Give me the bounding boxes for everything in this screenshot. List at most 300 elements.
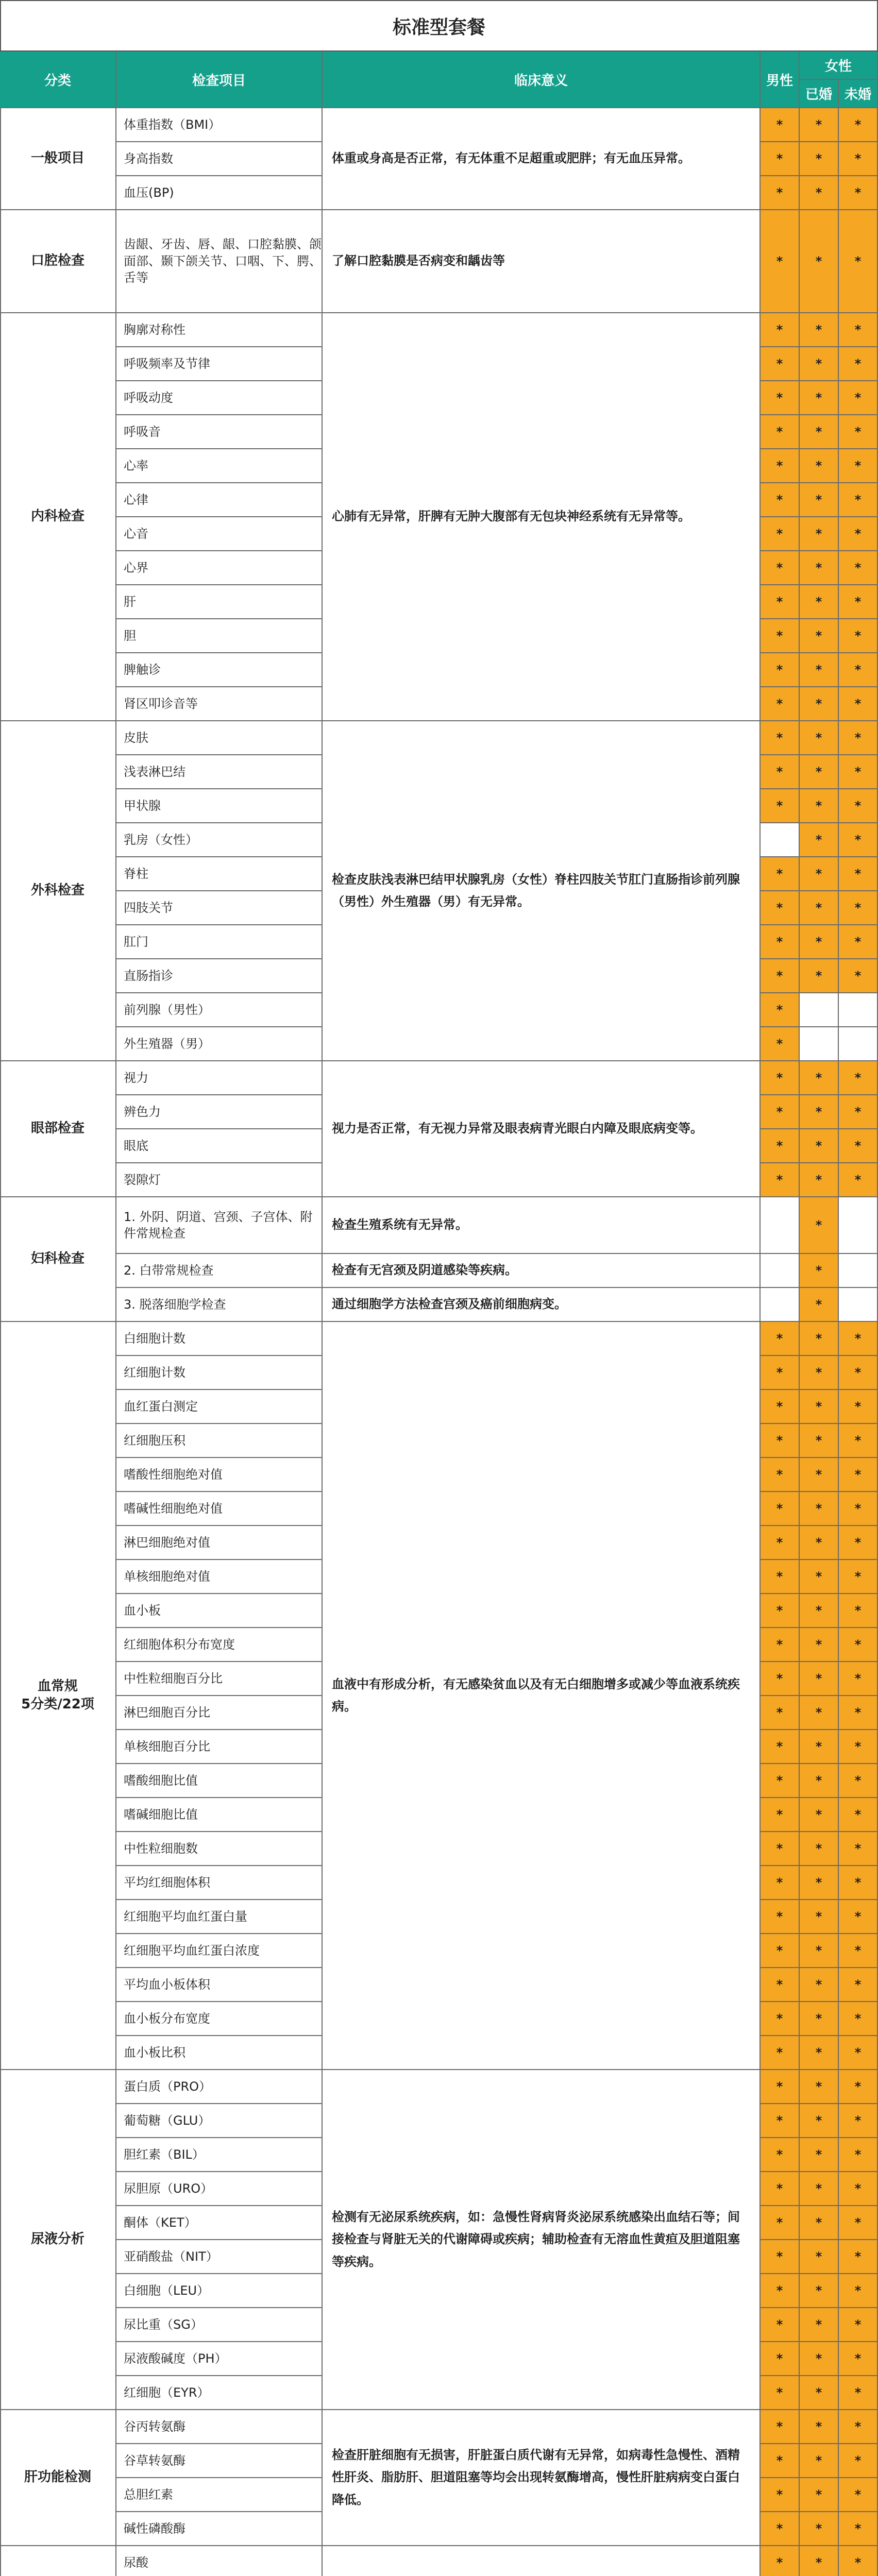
mark-unmarried: * [839, 2274, 878, 2308]
mark-male: * [761, 993, 800, 1027]
mark-unmarried: * [839, 2546, 878, 2576]
item-cell: 嗜碱性细胞绝对值 [116, 1492, 323, 1526]
mark-unmarried: * [839, 313, 878, 347]
mark-unmarried: * [839, 1934, 878, 1968]
item-cell: 齿龈、牙齿、唇、龈、口腔黏膜、颌面部、颞下颌关节、口咽、下、腭、舌等 [116, 210, 323, 313]
item-cell: 辨色力 [116, 1095, 323, 1129]
mark-unmarried: * [839, 2002, 878, 2036]
mark-unmarried: * [839, 2070, 878, 2104]
mark-married: * [800, 142, 839, 176]
mark-married: * [800, 415, 839, 449]
mark-unmarried: * [839, 1129, 878, 1163]
mark-married: * [800, 1197, 839, 1254]
mark-male: * [761, 1696, 800, 1730]
mark-male: * [761, 789, 800, 823]
mark-male: * [761, 1798, 800, 1832]
item-cell: 淋巴细胞绝对值 [116, 1526, 323, 1560]
item-cell: 肾区叩诊音等 [116, 687, 323, 721]
item-cell: 心率 [116, 449, 323, 483]
item-cell: 眼底 [116, 1129, 323, 1163]
mark-male: * [761, 1356, 800, 1390]
category-cell: 血常规 5分类/22项 [0, 1322, 116, 2070]
mark-male: * [761, 347, 800, 381]
mark-male: * [761, 1061, 800, 1095]
mark-male: * [761, 2070, 800, 2104]
mark-unmarried: * [839, 925, 878, 959]
header-item: 检查项目 [116, 52, 323, 108]
mark-unmarried: * [839, 1594, 878, 1628]
mark-unmarried: * [839, 755, 878, 789]
mark-unmarried: * [839, 2138, 878, 2172]
category-cell: 外科检查 [0, 721, 116, 1061]
item-cell: 直肠指诊 [116, 959, 323, 993]
item-cell: 血压(BP) [116, 176, 323, 210]
mark-male: * [761, 1730, 800, 1764]
item-cell: 红细胞压积 [116, 1424, 323, 1458]
mark-unmarried: * [839, 2308, 878, 2342]
item-cell: 尿酸 [116, 2546, 323, 2576]
mark-unmarried: * [839, 1163, 878, 1197]
mark-male: * [761, 2172, 800, 2206]
item-cell: 碱性磷酸酶 [116, 2512, 323, 2546]
item-cell: 前列腺（男性） [116, 993, 323, 1027]
mark-married: * [800, 2172, 839, 2206]
item-cell: 白细胞（LEU） [116, 2274, 323, 2308]
mark-unmarried: * [839, 2410, 878, 2444]
mark-male: * [761, 1458, 800, 1492]
mark-married: * [800, 1129, 839, 1163]
category-cell: 肝功能检测 [0, 2410, 116, 2546]
item-cell: 谷草转氨酶 [116, 2444, 323, 2478]
category-cell: 尿液分析 [0, 2070, 116, 2410]
mark-male: * [761, 142, 800, 176]
mark-male: * [761, 585, 800, 619]
mark-unmarried: * [839, 2342, 878, 2376]
mark-unmarried: * [839, 585, 878, 619]
meaning-cell: 了解口腔黏膜是否病变和龋齿等 [323, 210, 761, 313]
item-cell: 尿比重（SG） [116, 2308, 323, 2342]
item-cell: 外生殖器（男） [116, 1027, 323, 1061]
item-cell: 酮体（KET） [116, 2206, 323, 2240]
item-cell: 中性粒细胞数 [116, 1832, 323, 1866]
mark-married: * [800, 2512, 839, 2546]
header-female: 女性 [800, 52, 878, 80]
mark-married: * [800, 1163, 839, 1197]
mark-unmarried: * [839, 2036, 878, 2070]
mark-married: * [800, 1696, 839, 1730]
mark-male: * [761, 959, 800, 993]
meaning-cell [323, 2546, 761, 2576]
mark-unmarried: * [839, 1764, 878, 1798]
item-cell: 体重指数（BMI） [116, 108, 323, 142]
category-cell: 内科检查 [0, 313, 116, 721]
mark-unmarried: * [839, 857, 878, 891]
category-cell: 口腔检查 [0, 210, 116, 313]
mark-married: * [800, 1798, 839, 1832]
mark-unmarried: * [839, 1968, 878, 2002]
mark-male: * [761, 1832, 800, 1866]
mark-male: * [761, 1129, 800, 1163]
mark-married: * [800, 891, 839, 925]
item-cell: 白细胞计数 [116, 1322, 323, 1356]
item-cell: 皮肤 [116, 721, 323, 755]
mark-unmarried: * [839, 1492, 878, 1526]
mark-male: * [761, 857, 800, 891]
header-meaning: 临床意义 [323, 52, 761, 108]
header-male: 男性 [761, 52, 800, 108]
item-cell: 乳房（女性） [116, 823, 323, 857]
mark-male: * [761, 2376, 800, 2410]
mark-married: * [800, 1968, 839, 2002]
item-cell: 血小板分布宽度 [116, 2002, 323, 2036]
item-cell: 心界 [116, 551, 323, 585]
mark-married: * [800, 619, 839, 653]
mark-unmarried: * [839, 1696, 878, 1730]
item-cell: 红细胞平均血红蛋白量 [116, 1900, 323, 1934]
mark-married: * [800, 1356, 839, 1390]
mark-male: * [761, 415, 800, 449]
mark-unmarried: * [839, 619, 878, 653]
mark-married: * [800, 1934, 839, 1968]
mark-married [800, 1027, 839, 1061]
mark-male: * [761, 1764, 800, 1798]
mark-married: * [800, 1900, 839, 1934]
mark-married: * [800, 755, 839, 789]
mark-married: * [800, 2002, 839, 2036]
mark-male: * [761, 619, 800, 653]
mark-unmarried: * [839, 1061, 878, 1095]
page-title: 标准型套餐 [0, 0, 878, 52]
mark-male: * [761, 1628, 800, 1662]
mark-unmarried: * [839, 347, 878, 381]
item-cell: 红细胞体积分布宽度 [116, 1628, 323, 1662]
mark-unmarried: * [839, 2206, 878, 2240]
mark-unmarried: * [839, 176, 878, 210]
mark-married: * [800, 483, 839, 517]
item-cell: 胆 [116, 619, 323, 653]
mark-unmarried: * [839, 1730, 878, 1764]
mark-male: * [761, 755, 800, 789]
item-cell: 肝 [116, 585, 323, 619]
mark-unmarried: * [839, 687, 878, 721]
category-cell: 妇科检查 [0, 1197, 116, 1322]
mark-unmarried: * [839, 483, 878, 517]
mark-married: * [800, 347, 839, 381]
category-cell [0, 2546, 116, 2576]
item-cell: 心音 [116, 517, 323, 551]
item-cell: 身高指数 [116, 142, 323, 176]
mark-married: * [800, 2376, 839, 2410]
mark-married: * [800, 2104, 839, 2138]
mark-unmarried [839, 1254, 878, 1288]
item-cell: 葡萄糖（GLU） [116, 2104, 323, 2138]
meaning-cell: 检查肝脏细胞有无损害，肝脏蛋白质代谢有无异常，如病毒性急慢性、酒精性肝炎、脂肪肝、胆道阻塞等均会出现转氨酶增高，慢性肝脏病病变白蛋白降低。 [323, 2410, 761, 2546]
mark-male: * [761, 891, 800, 925]
item-cell: 红细胞平均血红蛋白浓度 [116, 1934, 323, 1968]
mark-unmarried: * [839, 2240, 878, 2274]
mark-married: * [800, 381, 839, 415]
mark-married: * [800, 2206, 839, 2240]
mark-married: * [800, 1594, 839, 1628]
mark-married: * [800, 2036, 839, 2070]
mark-unmarried: * [839, 1322, 878, 1356]
mark-unmarried: * [839, 1424, 878, 1458]
mark-married: * [800, 2444, 839, 2478]
mark-married: * [800, 176, 839, 210]
mark-unmarried: * [839, 1526, 878, 1560]
mark-married: * [800, 1288, 839, 1322]
mark-married: * [800, 1322, 839, 1356]
category-cell: 眼部检查 [0, 1061, 116, 1197]
item-cell: 心律 [116, 483, 323, 517]
item-cell: 平均红细胞体积 [116, 1866, 323, 1900]
mark-unmarried: * [839, 2172, 878, 2206]
mark-male: * [761, 2240, 800, 2274]
item-cell: 甲状腺 [116, 789, 323, 823]
mark-married: * [800, 925, 839, 959]
mark-unmarried: * [839, 1458, 878, 1492]
mark-male [761, 1254, 800, 1288]
header-married: 已婚 [800, 80, 839, 108]
meaning-cell: 检查生殖系统有无异常。 [323, 1197, 761, 1254]
mark-married [800, 993, 839, 1027]
mark-unmarried: * [839, 1628, 878, 1662]
item-cell: 胆红素（BIL） [116, 2138, 323, 2172]
mark-male: * [761, 1560, 800, 1594]
mark-male: * [761, 2512, 800, 2546]
item-cell: 平均血小板体积 [116, 1968, 323, 2002]
item-cell: 呼吸音 [116, 415, 323, 449]
mark-male: * [761, 2036, 800, 2070]
mark-unmarried: * [839, 415, 878, 449]
mark-male: * [761, 2444, 800, 2478]
mark-unmarried: * [839, 653, 878, 687]
mark-unmarried: * [839, 1662, 878, 1696]
mark-married: * [800, 2342, 839, 2376]
mark-unmarried: * [839, 210, 878, 313]
mark-unmarried [839, 1197, 878, 1254]
mark-male: * [761, 176, 800, 210]
mark-married: * [800, 959, 839, 993]
category-cell: 一般项目 [0, 108, 116, 210]
mark-married: * [800, 2478, 839, 2512]
item-cell: 浅表淋巴结 [116, 755, 323, 789]
mark-married: * [800, 653, 839, 687]
mark-male: * [761, 2274, 800, 2308]
mark-male: * [761, 1594, 800, 1628]
mark-male: * [761, 1934, 800, 1968]
meaning-cell: 检查皮肤浅表淋巴结甲状腺乳房（女性）脊柱四肢关节肛门直肠指诊前列腺（男性）外生殖器（男）有无异常。 [323, 721, 761, 1061]
meaning-cell: 体重或身高是否正常，有无体重不足超重或肥胖；有无血压异常。 [323, 108, 761, 210]
meaning-cell: 检测有无泌尿系统疾病，如：急慢性肾病肾炎泌尿系统感染出血结石等；间接检查与肾脏无关的代谢障碍或疾病；辅助检查有无溶血性黄疸及胆道阻塞等疾病。 [323, 2070, 761, 2410]
mark-male: * [761, 1900, 800, 1934]
mark-unmarried [839, 1027, 878, 1061]
mark-unmarried: * [839, 449, 878, 483]
item-cell: 嗜酸性细胞绝对值 [116, 1458, 323, 1492]
mark-male: * [761, 1163, 800, 1197]
mark-unmarried: * [839, 1560, 878, 1594]
mark-male: * [761, 1095, 800, 1129]
mark-male: * [761, 2002, 800, 2036]
mark-unmarried: * [839, 517, 878, 551]
item-cell: 胸廓对称性 [116, 313, 323, 347]
item-cell: 1. 外阴、阴道、宫颈、子宫体、附件常规检查 [116, 1197, 323, 1254]
mark-married: * [800, 2138, 839, 2172]
mark-married: * [800, 1764, 839, 1798]
mark-male: * [761, 1322, 800, 1356]
mark-unmarried [839, 993, 878, 1027]
mark-male: * [761, 1027, 800, 1061]
meaning-cell: 视力是否正常，有无视力异常及眼表病青光眼白内障及眼底病变等。 [323, 1061, 761, 1197]
mark-married: * [800, 1254, 839, 1288]
mark-unmarried: * [839, 789, 878, 823]
mark-unmarried: * [839, 721, 878, 755]
mark-married: * [800, 1832, 839, 1866]
header-unmarried: 未婚 [839, 80, 878, 108]
mark-male: * [761, 1492, 800, 1526]
mark-male: * [761, 483, 800, 517]
mark-married: * [800, 1458, 839, 1492]
mark-male: * [761, 2104, 800, 2138]
item-cell: 血小板比积 [116, 2036, 323, 2070]
mark-male: * [761, 1424, 800, 1458]
mark-male: * [761, 1662, 800, 1696]
mark-male: * [761, 551, 800, 585]
mark-married: * [800, 2546, 839, 2576]
mark-married: * [800, 1560, 839, 1594]
mark-male: * [761, 313, 800, 347]
mark-married: * [800, 551, 839, 585]
mark-married: * [800, 789, 839, 823]
item-cell: 亚硝酸盐（NIT） [116, 2240, 323, 2274]
mark-unmarried: * [839, 2512, 878, 2546]
item-cell: 血小板 [116, 1594, 323, 1628]
mark-married: * [800, 1730, 839, 1764]
item-cell: 蛋白质（PRO） [116, 2070, 323, 2104]
mark-unmarried: * [839, 1390, 878, 1424]
mark-unmarried: * [839, 2478, 878, 2512]
item-cell: 血红蛋白测定 [116, 1390, 323, 1424]
item-cell: 嗜酸细胞比值 [116, 1764, 323, 1798]
meaning-cell: 通过细胞学方法检查宫颈及癌前细胞病变。 [323, 1288, 761, 1322]
mark-married: * [800, 2070, 839, 2104]
meaning-cell: 血液中有形成分析，有无感染贫血以及有无白细胞增多或减少等血液系统疾病。 [323, 1322, 761, 2070]
item-cell: 2. 白带常规检查 [116, 1254, 323, 1288]
mark-married: * [800, 1628, 839, 1662]
mark-unmarried: * [839, 891, 878, 925]
mark-unmarried: * [839, 1900, 878, 1934]
mark-married: * [800, 1662, 839, 1696]
mark-male: * [761, 687, 800, 721]
mark-unmarried: * [839, 1832, 878, 1866]
mark-male: * [761, 1526, 800, 1560]
mark-unmarried: * [839, 1866, 878, 1900]
mark-unmarried [839, 1288, 878, 1322]
header-category: 分类 [0, 52, 116, 108]
item-cell: 总胆红素 [116, 2478, 323, 2512]
item-cell: 四肢关节 [116, 891, 323, 925]
mark-married: * [800, 210, 839, 313]
meaning-cell: 检查有无宫颈及阴道感染等疾病。 [323, 1254, 761, 1288]
item-cell: 呼吸频率及节律 [116, 347, 323, 381]
item-cell: 中性粒细胞百分比 [116, 1662, 323, 1696]
item-cell: 红细胞（EYR） [116, 2376, 323, 2410]
item-cell: 尿液酸碱度（PH） [116, 2342, 323, 2376]
mark-married: * [800, 2308, 839, 2342]
mark-male: * [761, 2478, 800, 2512]
item-cell: 单核细胞绝对值 [116, 1560, 323, 1594]
item-cell: 尿胆原（URO） [116, 2172, 323, 2206]
item-cell: 脊柱 [116, 857, 323, 891]
mark-male: * [761, 517, 800, 551]
mark-married: * [800, 1061, 839, 1095]
item-cell: 裂隙灯 [116, 1163, 323, 1197]
mark-male: * [761, 653, 800, 687]
mark-married: * [800, 585, 839, 619]
mark-male: * [761, 381, 800, 415]
item-cell: 红细胞计数 [116, 1356, 323, 1390]
mark-married: * [800, 517, 839, 551]
mark-male: * [761, 449, 800, 483]
mark-unmarried: * [839, 381, 878, 415]
mark-unmarried: * [839, 108, 878, 142]
mark-male: * [761, 1390, 800, 1424]
item-cell: 视力 [116, 1061, 323, 1095]
mark-male: * [761, 108, 800, 142]
mark-unmarried: * [839, 2376, 878, 2410]
mark-married: * [800, 721, 839, 755]
item-cell: 脾触诊 [116, 653, 323, 687]
mark-married: * [800, 449, 839, 483]
mark-male: * [761, 925, 800, 959]
mark-male: * [761, 2546, 800, 2576]
mark-male [761, 1288, 800, 1322]
mark-male: * [761, 2206, 800, 2240]
mark-married: * [800, 1492, 839, 1526]
mark-unmarried: * [839, 959, 878, 993]
item-cell: 谷丙转氨酶 [116, 2410, 323, 2444]
mark-unmarried: * [839, 1798, 878, 1832]
item-cell: 肛门 [116, 925, 323, 959]
mark-married: * [800, 2274, 839, 2308]
mark-unmarried: * [839, 2444, 878, 2478]
item-cell: 3. 脱落细胞学检查 [116, 1288, 323, 1322]
mark-married: * [800, 1866, 839, 1900]
mark-unmarried: * [839, 823, 878, 857]
mark-unmarried: * [839, 1356, 878, 1390]
mark-male: * [761, 1968, 800, 2002]
mark-male: * [761, 2410, 800, 2444]
mark-married: * [800, 108, 839, 142]
item-cell: 嗜碱细胞比值 [116, 1798, 323, 1832]
mark-male: * [761, 721, 800, 755]
meaning-cell: 心肺有无异常，肝脾有无肿大腹部有无包块神经系统有无异常等。 [323, 313, 761, 721]
item-cell: 呼吸动度 [116, 381, 323, 415]
item-cell: 淋巴细胞百分比 [116, 1696, 323, 1730]
mark-married: * [800, 857, 839, 891]
mark-married: * [800, 1526, 839, 1560]
mark-male: * [761, 210, 800, 313]
mark-married: * [800, 1095, 839, 1129]
mark-married: * [800, 2410, 839, 2444]
mark-male [761, 1197, 800, 1254]
mark-male: * [761, 1866, 800, 1900]
mark-married: * [800, 1390, 839, 1424]
mark-married: * [800, 823, 839, 857]
mark-unmarried: * [839, 1095, 878, 1129]
mark-married: * [800, 2240, 839, 2274]
mark-male: * [761, 2342, 800, 2376]
